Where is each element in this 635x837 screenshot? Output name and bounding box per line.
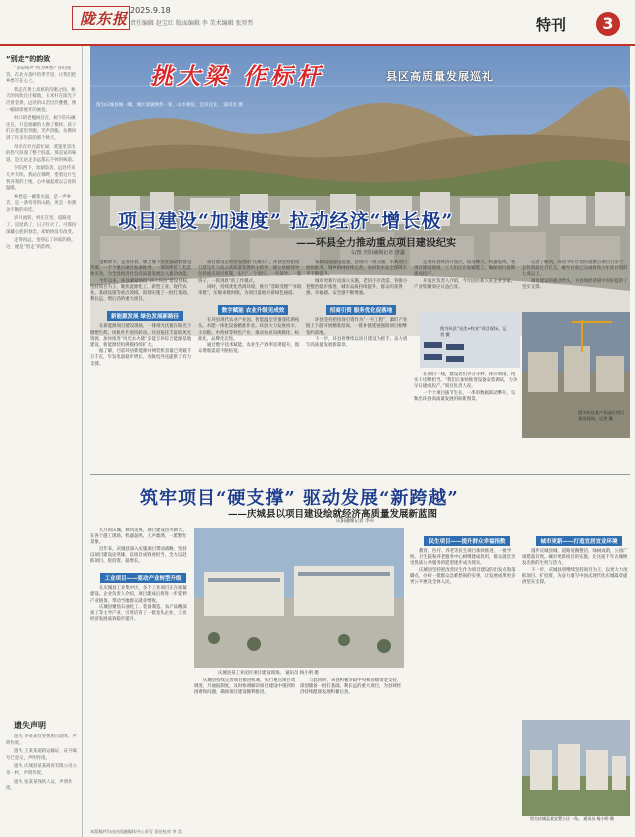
article1-subheadline: ——环县全力推动重点项目建设纪实 (296, 238, 456, 249)
left-paragraph: “多彩叫声”何为乡愁？你问我答，在北方落叶的季节里，让我们把乡愁写在心上。 (6, 66, 77, 85)
paragraph: 项目建设是经济发展的“压舱石”。环县坚持把项目建设作为推动高质量发展的主抓手，建立县级领导包抓重点项目机制，实行“一个项目、一名领导、一套班子、一抓到底”的工作模式。 (198, 260, 302, 284)
left-paragraph: 乡愁是一碗浆水面，是一声乡音，是一条弯弯的山路，更是一份割舍不断的牵挂。 (6, 194, 77, 213)
paragraph: 金秋时节，走进环县，塬上塬下处处涌动着建设热潮。一个个重点项目加速推进，一项项惠民工程落地见效，为全县经济社会高质量发展注入强劲动能。 (90, 260, 192, 278)
left-column-body (6, 66, 78, 706)
section-title: 特刊 (536, 16, 567, 34)
left-paragraph: 村口的老槐树还在，树下的石碾还在，只是推碾的人换了模样。孩子们在巷道里奔跑，笑声清脆，仿佛回到了许多年前的那个秋天。 (6, 116, 77, 141)
article2-subheadline: ——庆城县以项目建设绘就经济高质量发展新蓝图 (228, 509, 438, 520)
notice-item: 遗失 李某某营业执照正副本，声明作废。 (6, 734, 77, 746)
paragraph: 下一步，庆城县将继续坚持项目为王，以更大力度抓项目、扩投资，为奋力谱写中国式现代化庆城篇章提供坚实支撑。 (522, 567, 628, 586)
paragraph: 在庆城县工业集中区，多个工业项目正在加紧建设。企业负责人介绍，项目建成后将进一步延伸产业链条，带动当地群众就业增收。 (90, 586, 187, 604)
article1-column-3 (306, 260, 410, 470)
left-paragraph: 夕阳西下，炊烟袅袅，远处传来几声犬吠。我站在塬畔，望着这片生我养我的土地，心中涌起难以言说的温暖。 (6, 166, 77, 192)
newspaper-logo: 陇东报 (80, 10, 129, 28)
paragraph: 九月的庆城，秋风送爽，项目建设热火朝天。在各个施工现场，机器轰鸣、人声鼎沸，一派繁忙景象。 (90, 528, 187, 546)
section-subhead: 数字赋能 农业升级见成效 (218, 305, 288, 315)
article2-column-4 (410, 528, 518, 828)
article2-column-1 (90, 528, 190, 828)
banner-title: 挑大梁 作标杆 (150, 63, 325, 90)
banner-caption: 图为庆城县城一隅，城区面貌焕然一新，山水相依，宜居宜业。 通讯员 摄 (96, 103, 243, 108)
paragraph: 庆城县持续完善项目推进机制，实行重点项目周调度、月通报制度，及时协调解决项目建设中遇到的困难和问题，确保项目建设顺利推进。 (194, 678, 296, 696)
left-paragraph: 我走在黄土高原的沟壑之间，秋天的风吹过庄稼地，玉米秆在阳光下泛着金黄，远处的山峦层层叠叠，像一幅徐徐展开的画卷。 (6, 87, 77, 113)
page-footer: 本版稿件均由庆阳融媒体中心采写 责任校对 李 美 (90, 829, 182, 834)
paragraph: 庆城县坚持把改善民生作为项目建设的出发点和落脚点，办好一批群众急难愁盼的实事，让发展成果更多更公平惠及全体人民。 (410, 567, 516, 586)
paragraph: 基础设施建设提速。县域内一批交通、水利项目加快推进，城乡路网持续完善，农村饮水安全保障水平不断提升。 (306, 260, 408, 278)
article2-column-3 (300, 678, 404, 828)
paragraph: 一个个项目拔节生长，一串串数据跃动攀升，勾勒出环县高质量发展的崭新图景。 (414, 390, 516, 402)
left-paragraph: 走得再远，也别忘了回家的路。这，便是“别走”的韵致。 (6, 238, 76, 250)
paragraph: 记者了解到，环县今年计划实施重点项目百余个，总投资超过百亿元，截至目前已完成投资占年度计划的七成以上。 (522, 260, 628, 278)
paragraph: 近年来，庆城县深入实施项目带动战略，坚持以项目建设论英雄、以项目成效看担当，全力以赴抓项目、促投资、稳增长。 (90, 546, 187, 565)
notice-item: 遗失 庆城县某某商贸有限公司公章一枚，声明作废。 (6, 764, 77, 776)
article1-column-4 (414, 260, 518, 310)
paragraph: 今年以来，环县紧紧围绕“四个环县”建设目标，坚持项目为王，聚焦能源化工、新型工业、现代农业、基础设施等重点领域，谋划实施了一批打基础、利长远、增后劲的重大项目。 (90, 278, 192, 303)
paragraph: 开发区负责人介绍，今年园区新入驻企业多家，产业集聚效应日益凸显。 (414, 278, 516, 290)
article1-headline: 项目建设“加速度” 拉动经济“增长极” (118, 210, 454, 232)
editor-credits: 责任编辑 赵宝红 版面编辑 李 美术编辑 张智哲 (130, 20, 254, 27)
notice-body (6, 734, 78, 830)
notice-title: 遗失声明 (14, 721, 46, 730)
article1-column-2 (198, 260, 302, 470)
paragraph: 在环县现代农业产业园，智能温室里番茄挂满枝头，水肥一体化设备精准作业。环县大力发展肉羊、小杂粮、中药材等特色产业，推动农业向规模化、标准化、品牌化迈进。 (198, 318, 300, 342)
left-paragraph: 岁月流转，村庄在变，道路宽了，房屋新了，日子红火了。可那份深藏心底的眷恋，却始终没有改变。 (6, 216, 77, 235)
article1-column-1 (90, 260, 194, 470)
section-subhead: 城市更新——打造宜居宜业环境 (536, 536, 621, 546)
solar-farm-illustration (420, 312, 520, 368)
paragraph: 城市更新行动深入实施，老旧小区改造、背街小巷整治稳步推进，城市品质持续提升，群众的获得感、幸福感、安全感不断增强。 (306, 278, 408, 297)
paragraph: 环县坚持把招商引资作为“一号工程”，紧盯产业链上下游开展精准招商，一批补链延链强链项目相继签约落地。 (306, 318, 408, 336)
photo-caption: 图为环县“光伏+牧业”项目现场。记者 摄 (440, 326, 507, 337)
paragraph: 庆城县聚焦石油化工、装备制造、农产品精深加工等主导产业，引进培育了一批龙头企业，工业经济发展质效稳步提升。 (90, 604, 187, 623)
photo-caption: 图为环县某产业园区项目建设现场。记者 摄 (578, 410, 625, 421)
paragraph: 在新能源项目建设现场，一排排光伏板在阳光下熠熠生辉，风机叶片迎风转动。环县依托丰富的风光资源，加快推进“风光水火储”多能互补综合能源基地建设，新能源装机规模持续扩大。 (90, 324, 192, 349)
issue-date: 2025.9.18 (130, 6, 171, 15)
article2-photo-factory (194, 528, 404, 668)
article1-column-4b (414, 372, 518, 470)
section-subhead: 新能源发展 绿色发展新路径 (107, 311, 183, 321)
paragraph: 走进环县经济开发区，塔吊林立，机器轰鸣。各项目建设现场，工人们正在加紧施工，确保项目按期建成投产。 (414, 260, 516, 278)
paragraph: 项目建设的强劲势头，为县域经济稳中向好提供了坚实支撑。 (522, 278, 628, 290)
paragraph: 下一步，环县将继续以项目建设为抓手，奋力谱写高质量发展新篇章。 (306, 336, 408, 349)
paragraph: 教育、医疗、养老等民生项目加快推进，一批学校、卫生院和养老服务中心相继建成投用，群众就近享受优质公共服务的愿望逐步成为现实。 (410, 549, 516, 567)
article-divider (90, 474, 630, 475)
photo-caption: 庆城县某工业园区项目建设现场。 通讯员 杨小明 摄 (218, 671, 319, 676)
article2-byline: 庆阳融媒记者 李卓 (336, 519, 375, 524)
left-column-title: “别走”的韵致 (6, 55, 51, 63)
article2-photo-residential (522, 720, 630, 816)
photo-caption: 图为庆城县某安置小区一角。 通讯员 杨小明 摄 (530, 816, 614, 821)
residential-illustration (522, 720, 630, 816)
section-subhead: 工业项目——驱动产业转型升级 (100, 573, 185, 583)
article1-photo-solar (420, 312, 520, 368)
banner-subtitle: 县区高质量发展巡礼 (386, 70, 494, 83)
article1-column-5 (522, 260, 630, 310)
paragraph: 通过数字技术赋能，农业生产效率显著提升，群众增收渠道不断拓宽。 (198, 343, 300, 355)
paragraph: 与此同时，该县积极争取中央和省级资金支持，谋划储备一批打基础、利长远的重大项目，为县域经济持续健康发展积蓄后劲。 (300, 678, 402, 696)
left-paragraph: 母亲在灶台前忙碌，蒸笼里冒出的热气弥漫了整个院落。那是家的味道，是无论走多远都忘不掉的味道。 (6, 144, 77, 163)
article2-column-5 (522, 528, 630, 718)
article1-byline: 文/图 庆阳融媒记者 唐鑫 (350, 250, 405, 256)
notice-item: 遗失 王某某道路运输证，证号编号已登记，声明作废。 (6, 749, 77, 761)
section-subhead: 招商引资 服务优化促落地 (326, 305, 396, 315)
paragraph: 在项目一线，建设者们争分夺秒、挥汗如雨，用实干诠释担当。“我们正加快推进设备安装调试，力争早日建成投产。”项目负责人说。 (414, 372, 518, 390)
factory-illustration (194, 528, 404, 668)
article2-column-2 (194, 678, 296, 828)
paragraph: 漫步庆城县城，道路宽敞整洁，绿树成荫，公园广场错落有致。城市更新项目的实施，让这座千年古城焕发出新的生机与活力。 (522, 549, 628, 567)
paragraph: 同时，持续优化营商环境，推行“容缺受理”“并联审批”，压缩审批时限，为项目落地开辟绿色通道。 (198, 284, 302, 297)
page-number-badge: 3 (596, 12, 620, 36)
notice-item: 遗失 张某某残疾人证，声明作废。 (6, 779, 73, 792)
paragraph: 据了解，目前环县新能源并网装机容量已突破千万千瓦，年发电量稳步增长，为陇电外送提供了有力支撑。 (90, 349, 192, 367)
article2-headline: 筑牢项目“硬支撑” 驱动发展“新跨越” (140, 488, 459, 509)
section-subhead: 民生项目——提升群众幸福指数 (424, 536, 509, 546)
